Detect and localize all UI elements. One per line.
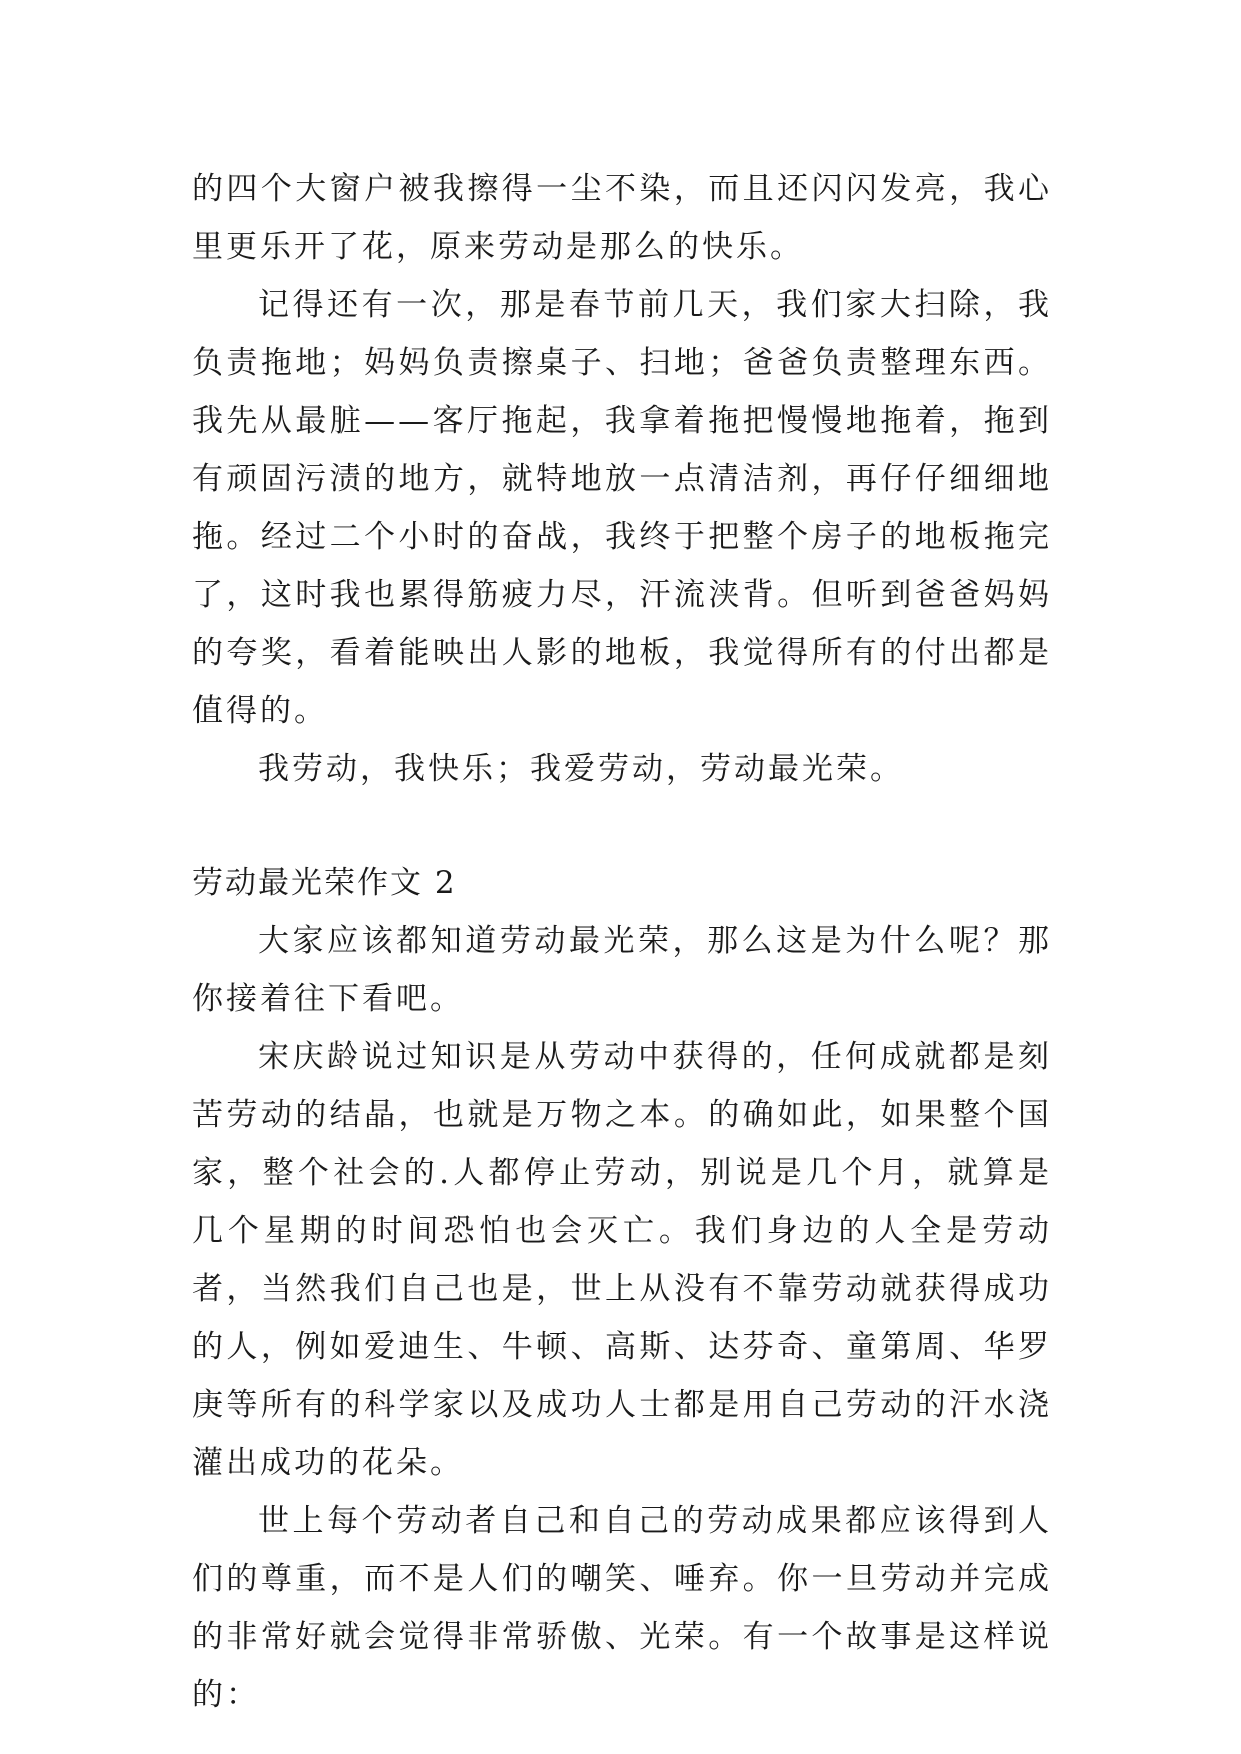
paragraph-continued: 的四个大窗户被我擦得一尘不染，而且还闪闪发亮，我心里更乐开了花，原来劳动是那么的快乐。 [192, 171, 1052, 265]
paragraph-conclusion: 我劳动，我快乐；我爱劳动，劳动最光荣。 [258, 751, 904, 787]
paragraph-cleaning-story: 记得还有一次，那是春节前几天，我们家大扫除，我负责拖地；妈妈负责擦桌子、扫地；爸爸负责整理东西。我先从最脏——客厅拖起，我拿着拖把慢慢地拖着，拖到有顽固污渍的地方，就特地放一点清洁剂，再仔仔细细地拖。经过二个小时的奋战，我终于把整个房子的地板拖完了，这时我也累得筋疲力尽，汗流浃背。但听到爸爸妈妈的夸奖，看着能映出人影的地板，我觉得所有的付出都是值得的。 [192, 287, 1052, 729]
paragraph-song-qingling: 宋庆龄说过知识是从劳动中获得的，任何成就都是刻苦劳动的结晶，也就是万物之本。的确如此，如果整个国家，整个社会的.人都停止劳动，别说是几个月，就算是几个星期的时间恐怕也会灭亡。我们身边的人全是劳动者，当然我们自己也是，世上从没有不靠劳动就获得成功的人，例如爱迪生、牛顿、高斯、达芬奇、童第周、华罗庚等所有的科学家以及成功人士都是用自己劳动的汗水浇灌出成功的花朵。 [192, 1039, 1052, 1481]
paragraph-intro: 大家应该都知道劳动最光荣，那么这是为什么呢？那你接着往下看吧。 [192, 923, 1052, 1017]
paragraph-respect: 世上每个劳动者自己和自己的劳动成果都应该得到人们的尊重，而不是人们的嘲笑、唾弃。你一旦劳动并完成的非常好就会觉得非常骄傲、光荣。有一个故事是这样说的： [192, 1503, 1052, 1713]
document-body [192, 160, 1052, 1724]
section-title: 劳动最光荣作文 2 [192, 865, 457, 901]
